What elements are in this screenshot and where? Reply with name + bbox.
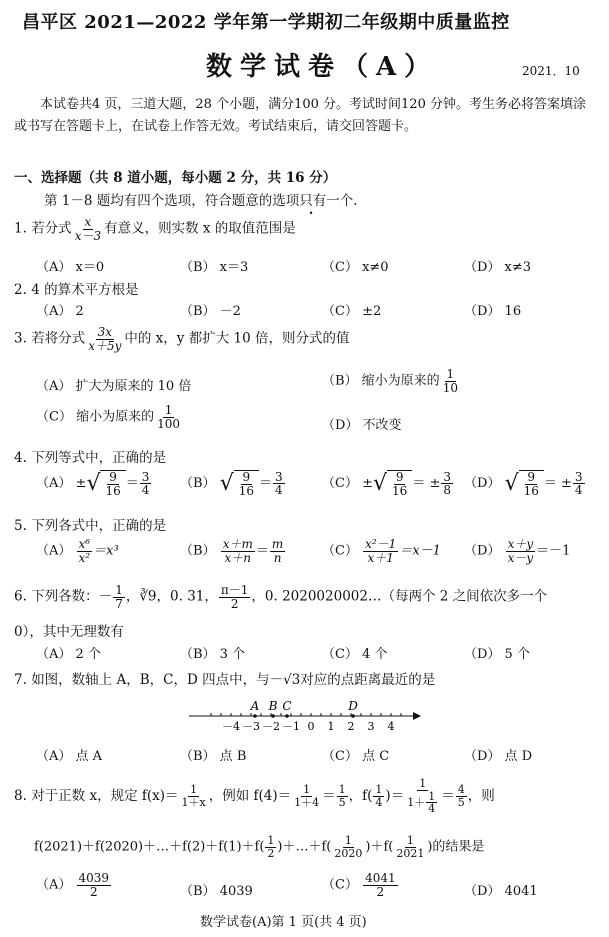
question-7: 7. 如图，数轴上 A，B，C，D 四点中，与－√3对应的点距离最近的是	[14, 672, 436, 688]
q8-option-c[interactable]: （C） $\frac{4041}{2}$	[322, 871, 396, 899]
number-line-tick-label: 0	[307, 720, 315, 733]
q8-option-b[interactable]: （B） 4039	[180, 884, 253, 899]
question-3: 3. 若将分式 $\frac{3x}{x+5y}$ 中的 x，y 都扩大 10 倍，则分式的值	[14, 325, 350, 353]
question-8-line2: f(2021)＋f(2020)＋…＋f(2)＋f(1)＋f( $\frac{1}{2}$ )＋…＋f( $\frac{1}{2020}$ )＋f( $\frac{1}{2021}$ )的结果是	[34, 834, 485, 860]
number-line-tick-label: －1	[282, 720, 300, 733]
question-6: 6. 下列各数：－ $\frac{1}{7}$ ，∛9，0. 31， $\frac{\pi-1}{2}$ ，0. 2020020002…（每两个 2 之间依次多一个	[14, 583, 548, 611]
q4-option-c[interactable]: （C） ± √ $\frac{9}{16}$ ＝ ± $\frac{3}{8}$	[322, 469, 451, 498]
number-line-tick-label: 3	[367, 720, 375, 733]
q5-option-a[interactable]: （A） $\frac{\text{x⁶}}{\text{x²}}$ ＝x³	[36, 537, 119, 565]
number-line-tick-label: 1	[327, 720, 335, 733]
q4-option-a[interactable]: （A） ± √ $\frac{9}{16}$ ＝ $\frac{3}{4}$	[36, 469, 150, 498]
question-1: 1. 若分式 $\frac{x}{x-3}$ 有意义，则实数 x 的取值范围是	[14, 215, 296, 243]
number-line-point-label: C	[282, 699, 292, 713]
question-6-line2: 0），其中无理数有	[14, 624, 124, 640]
exam-date: 2021．10	[522, 64, 580, 78]
question-2: 2. 4 的算术平方根是	[14, 282, 139, 298]
q2-option-d[interactable]: （D） 16	[464, 304, 522, 319]
q6-option-b[interactable]: （B） 3 个	[180, 647, 246, 662]
exam-instructions: 本试卷共4 页，三道大题，28 个小题，满分100 分。考试时间120 分钟。考生务必将答案填涂或书写在答题卡上，在试卷上作答无效。考试结束后，请交回答题卡。	[14, 97, 586, 134]
q2-option-c[interactable]: （C） ±2	[322, 304, 382, 319]
number-line-tick-label: 2	[347, 720, 355, 733]
q3-option-c[interactable]: （C） 缩小为原来的 $\frac{1}{100}$	[36, 403, 180, 431]
number-line-tick-label: －3	[242, 720, 260, 733]
question-5: 5. 下列各式中，正确的是	[14, 518, 167, 534]
exam-title: 数学试卷（A）	[206, 52, 439, 82]
number-line-point-b	[271, 714, 275, 718]
q7-option-d[interactable]: （D） 点 D	[464, 749, 533, 764]
number-line-point-label: B	[268, 699, 278, 713]
number-line-tick-label: 4	[387, 720, 395, 733]
q3-option-a[interactable]: （A） 扩大为原来的 10 倍	[36, 379, 192, 394]
number-line-point-d	[351, 714, 355, 718]
q5-option-d[interactable]: （D） $\frac{x+y}{x-y}$ ＝－1	[464, 537, 571, 565]
q6-option-a[interactable]: （A） 2 个	[36, 647, 101, 662]
page-footer: 数学试卷(A)第 1 页(共 4 页)	[200, 915, 367, 930]
number-line-tick-label: －2	[262, 720, 280, 733]
q1-option-c[interactable]: （C） x≠0	[322, 260, 389, 275]
number-line-point-label: D	[348, 699, 358, 713]
q7-option-b[interactable]: （B） 点 B	[180, 749, 247, 764]
section-note: 第 1－8 题均有四个选项，符合题意的选项只有一个.	[44, 193, 358, 209]
q3-option-b[interactable]: （B） 缩小为原来的 $\frac{1}{10}$	[322, 367, 458, 395]
question-4: 4. 下列等式中，正确的是	[14, 450, 167, 466]
q8-option-d[interactable]: （D） 4041	[464, 884, 538, 899]
number-line-figure	[185, 696, 425, 738]
q7-option-c[interactable]: （C） 点 C	[322, 749, 390, 764]
q5-option-b[interactable]: （B） $\frac{x+m}{x+n}$ ＝ $\frac{m}{n}$	[180, 537, 284, 565]
q7-option-a[interactable]: （A） 点 A	[36, 749, 103, 764]
section-heading: 一、选择题（共 8 道小题，每小题 2 分，共 16 分）	[14, 170, 337, 186]
number-line-point-a	[253, 714, 257, 718]
q6-option-d[interactable]: （D） 5 个	[464, 647, 530, 662]
q3-option-d[interactable]: （D） 不改变	[322, 418, 402, 433]
q5-option-c[interactable]: （C） $\frac{\text{x²－1}}{x+1}$ ＝x－1	[322, 537, 441, 565]
q4-option-d[interactable]: （D） √ $\frac{9}{16}$ ＝ ± $\frac{3}{4}$	[464, 469, 583, 498]
number-line-point-c	[285, 714, 289, 718]
exam-header-title: 昌平区 2021—2022 学年第一学期初二年级期中质量监控	[22, 12, 510, 33]
q1-option-d[interactable]: （D） x≠3	[464, 260, 532, 275]
q1-option-a[interactable]: （A） x＝0	[36, 260, 105, 275]
question-8: 8. 对于正数 x，规定 f(x)＝ $\frac{1}{1+x}$ ，例如 f(4)＝ $\frac{1}{1+4}$ ＝ $\frac{1}{5}$ ，f( $\frac{1}{4}$ )＝ 1 1＋ $\frac{1}{4}$ ＝ $\frac{4}{5}$ ，则	[14, 777, 495, 816]
q2-option-a[interactable]: （A） 2	[36, 304, 84, 319]
q6-option-c[interactable]: （C） 4 个	[322, 647, 388, 662]
number-line-point-label: A	[250, 699, 260, 713]
q4-option-b[interactable]: （B） √ $\frac{9}{16}$ ＝ $\frac{3}{4}$	[180, 469, 283, 498]
number-line-points	[250, 699, 359, 718]
q2-option-b[interactable]: （B） －2	[180, 304, 241, 319]
number-line-arrow	[413, 712, 421, 720]
q8-option-a[interactable]: （A） $\frac{4039}{2}$	[36, 871, 110, 899]
number-line-tick-label: －4	[222, 720, 240, 733]
q1-option-b[interactable]: （B） x＝3	[180, 260, 249, 275]
